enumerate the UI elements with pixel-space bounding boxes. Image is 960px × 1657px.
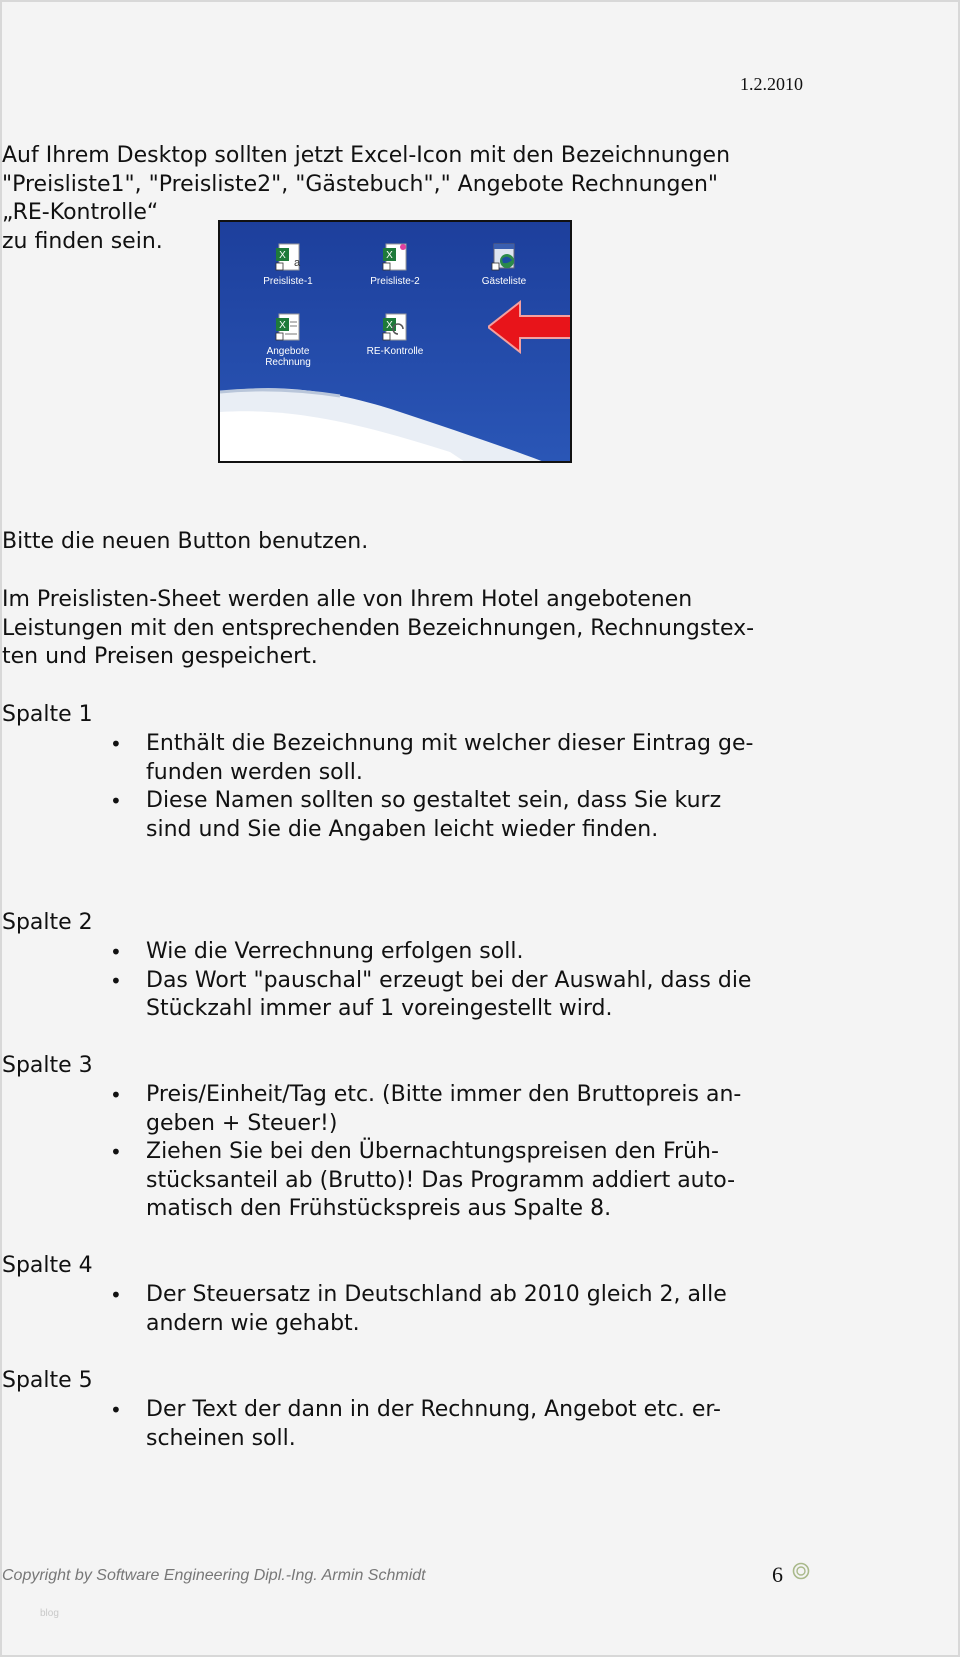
section-title-spalte-5: Spalte 5 xyxy=(2,1368,93,1393)
bullet-item xyxy=(146,730,753,787)
bullet-item xyxy=(146,787,753,844)
bullet-item xyxy=(146,1081,741,1138)
bullet-item xyxy=(146,967,751,1024)
intro-line: „RE-Kontrolle“ xyxy=(2,200,159,225)
bullet-line: matisch den Frühstückspreis aus Spalte 8. xyxy=(146,1196,612,1221)
desktop-icon-preisliste-2[interactable] xyxy=(350,242,440,287)
intro-line: Auf Ihrem Desktop sollten jetzt Excel-Icon mit den Bezeichnungen xyxy=(2,143,731,168)
svg-text:X: X xyxy=(279,250,286,261)
desktop-icon-gaesteliste[interactable] xyxy=(459,242,549,287)
bullet-line: • Preis/Einheit/Tag etc. (Bitte immer den Bruttopreis an- xyxy=(146,1082,742,1107)
footer-copyright: Copyright by Software Engineering Dipl.-Ing. Armin Schmidt xyxy=(2,1567,426,1584)
desktop-icon-label: RE-Kontrolle xyxy=(366,346,424,357)
desktop-icon-label: Gästeliste xyxy=(481,276,527,287)
desktop-icon-label: Angebote Rechnung xyxy=(265,346,311,368)
section-title-spalte-3: Spalte 3 xyxy=(2,1053,93,1078)
bullet-line: sind und Sie die Angaben leicht wieder finden. xyxy=(146,816,659,842)
section-title-spalte-2: Spalte 2 xyxy=(2,910,93,935)
desktop-icon-angebote-rechnung[interactable] xyxy=(243,312,333,368)
globe-app-icon xyxy=(491,242,517,272)
bullet-line: • Ziehen Sie bei den Übernachtungspreisen den Früh- xyxy=(146,1139,719,1164)
section-title-spalte-1: Spalte 1 xyxy=(2,702,93,727)
desktop-icon-preisliste-1[interactable] xyxy=(243,242,333,287)
svg-text:X: X xyxy=(386,320,393,331)
bullet-line: scheinen soll. xyxy=(146,1425,296,1451)
bullet-line: • Diese Namen sollten so gestaltet sein, dass Sie kurz xyxy=(146,788,722,813)
bullet-line: Stückzahl immer auf 1 voreingestellt wird. xyxy=(146,996,613,1021)
section-bullets-spalte-1 xyxy=(146,730,753,844)
bullet-line: stücksanteil ab (Brutto)! Das Programm addiert auto- xyxy=(146,1167,736,1193)
section-bullets-spalte-4 xyxy=(146,1281,727,1338)
sheet-paragraph xyxy=(2,586,754,672)
section-bullets-spalte-5 xyxy=(146,1396,721,1453)
svg-text:X: X xyxy=(386,250,393,261)
section-title-spalte-4: Spalte 4 xyxy=(2,1253,93,1278)
button-note: Bitte die neuen Button benutzen. xyxy=(2,529,369,554)
bullet-item xyxy=(146,938,751,967)
bullet-line: geben + Steuer!) xyxy=(146,1110,338,1136)
bullet-line: • Wie die Verrechnung erfolgen soll. xyxy=(146,939,524,964)
bullet-item xyxy=(146,1281,727,1338)
page-ring-icon xyxy=(792,1562,810,1580)
svg-text:a: a xyxy=(294,257,301,269)
header-date: 1.2.2010 xyxy=(740,74,803,94)
excel-file-icon xyxy=(382,312,408,342)
desktop-screenshot xyxy=(218,220,572,463)
sheet-line: Im Preislisten-Sheet werden alle von Ihrem Hotel angebotenen xyxy=(2,587,693,612)
sheet-line: ten und Preisen gespeichert. xyxy=(2,644,318,669)
desktop-icon-re-kontrolle[interactable] xyxy=(350,312,440,357)
bullet-line: • Der Steuersatz in Deutschland ab 2010 gleich 2, alle xyxy=(146,1282,727,1307)
desktop-icon-label: Preisliste-1 xyxy=(263,276,313,287)
bullet-line: • Enthält die Bezeichnung mit welcher dieser Eintrag ge- xyxy=(146,731,754,756)
bullet-line: • Der Text der dann in der Rechnung, Angebot etc. er- xyxy=(146,1397,721,1422)
bullet-item xyxy=(146,1396,721,1453)
bullet-line: funden werden soll. xyxy=(146,759,363,785)
intro-line: zu finden sein. xyxy=(2,228,163,254)
excel-file-icon xyxy=(382,242,408,272)
section-bullets-spalte-2 xyxy=(146,938,751,1024)
sheet-line: Leistungen mit den entsprechenden Bezeichnungen, Rechnungstex- xyxy=(2,615,755,641)
page-number: 6 xyxy=(772,1562,783,1587)
svg-text:X: X xyxy=(279,320,286,331)
snow-landscape xyxy=(220,382,570,463)
red-arrow-icon xyxy=(488,300,572,354)
excel-file-icon xyxy=(275,242,301,272)
bullet-item xyxy=(146,1138,741,1224)
bullet-line: • Das Wort "pauschal" erzeugt bei der Auswahl, dass die xyxy=(146,967,752,993)
bullet-line: andern wie gehabt. xyxy=(146,1310,360,1336)
section-bullets-spalte-3 xyxy=(146,1081,741,1224)
excel-file-icon xyxy=(275,312,301,342)
intro-line: "Preisliste1", "Preisliste2", "Gästebuch"," Angebote Rechnungen" xyxy=(2,171,719,197)
desktop-icon-label: Preisliste-2 xyxy=(370,276,420,287)
watermark: blog xyxy=(40,1608,59,1619)
